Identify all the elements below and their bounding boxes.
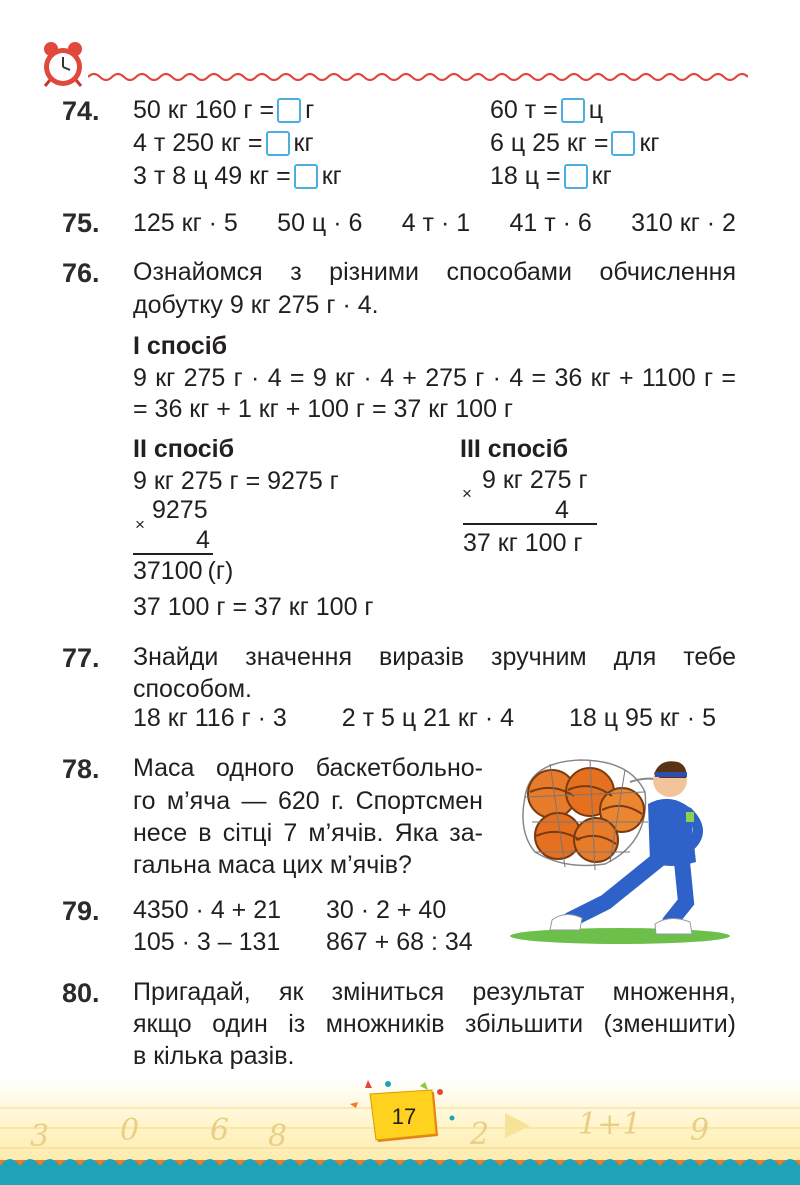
task-78-text-line: гальна маса цих м’ячів? [133,851,412,879]
answer-box[interactable] [611,131,635,156]
expression: 30 · 2 + 40 [326,896,447,924]
task-74-row: 6 ц 25 кг = кг [490,129,660,157]
task-76-number: 76. [62,258,100,288]
task-80-number: 80. [62,978,100,1008]
way-3-multiplicand: 9 кг 275 г [482,466,588,494]
expression: 125 кг · 5 [133,209,238,237]
expression: 4 т · 1 [401,209,471,237]
multiply-sign: × [462,484,472,503]
task-80-text-line: якщо один із множників збільшити (зменшити) [133,1010,736,1038]
task-78-text-line: несе в сітці 7 м’ячів. Яка за- [133,819,483,847]
task-76-text-line: Ознайомся з різними способами обчислення [133,258,736,286]
deco-digit: 0 [120,1113,140,1148]
footer-decoration [0,1078,800,1185]
way-2-title: ІІ спосіб [133,435,235,463]
task-74-number: 74. [62,96,100,126]
expression: 18 ц 95 кг · 5 [569,704,716,732]
task-80-text-line: в кілька разів. [133,1042,295,1070]
answer-box[interactable] [564,164,588,189]
way-1-line: = 36 кг + 1 кг + 100 г = 37 кг 100 г [133,395,514,423]
deco-digit: 3 [30,1119,50,1154]
task-79-number: 79. [62,896,100,926]
expression: 18 кг 116 г · 3 [133,704,287,732]
task-77-text-line: способом. [133,675,252,703]
multiply-sign: × [135,515,145,534]
way-3-title: ІІІ спосіб [460,435,569,463]
way-2-result: 37100 (г) [133,557,234,585]
way-1-line: 9 кг 275 г · 4 = 9 кг · 4 + 275 г · 4 = 36 кг + 1100 г = [133,364,736,392]
task-74-row: 50 кг 160 г = г [133,96,315,124]
header-wave [88,70,748,84]
way-3-result: 37 кг 100 г [463,529,583,557]
way-2-multiplier: 4 [196,526,210,554]
task-74-row: 3 т 8 ц 49 кг = кг [133,162,342,190]
way-2-line: 9 кг 275 г = 9275 г [133,467,339,495]
task-78-text-line: Маса одного баскетбольно- [133,754,483,782]
expression: 50 ц · 6 [277,209,363,237]
way-1-title: І спосіб [133,332,228,360]
way-2-multiplicand: 9275 [152,496,208,524]
way-2-final: 37 100 г = 37 кг 100 г [133,593,374,621]
way-3-multiplier: 4 [555,496,569,524]
expression: 41 т · 6 [509,209,592,237]
task-77-text-line: Знайди значення виразів зручним для тебе [133,643,736,671]
task-74-row: 4 т 250 кг = кг [133,129,314,157]
expression: 4350 · 4 + 21 [133,896,282,924]
task-74-row: 60 т = ц [490,96,604,124]
deco-digit: 2 [470,1117,490,1152]
page-number: 17 [391,1104,417,1129]
expression: 2 т 5 ц 21 кг · 4 [341,704,515,732]
answer-box[interactable] [277,98,301,123]
page-footer [0,1078,800,1185]
answer-box[interactable] [561,98,585,123]
task-75-expressions [133,209,736,238]
deco-digit: 1+1 [578,1107,642,1142]
task-78-text-line: го м’яча — 620 г. Спортсмен [133,787,483,815]
answer-box[interactable] [266,131,290,156]
deco-digit: 8 [268,1119,288,1154]
task-77-number: 77. [62,643,100,673]
task-75-number: 75. [62,208,100,238]
task-74-row: 18 ц = кг [490,162,612,190]
task-80-text-line: Пригадай, як зміниться результат множення, [133,978,736,1006]
deco-digit: 9 [690,1113,710,1148]
task-77-expressions [133,704,716,733]
expression: 105 · 3 – 131 [133,928,281,956]
way-3-rule [463,523,597,525]
alarm-clock-icon [38,40,88,88]
expression: 310 кг · 2 [631,209,736,237]
expression: 867 + 68 : 34 [326,928,473,956]
way-2-rule [133,553,213,555]
answer-box[interactable] [294,164,318,189]
boy-with-basketballs-illustration [510,752,750,946]
task-78-number: 78. [62,754,100,784]
deco-digit: 6 [210,1113,230,1148]
task-76-text-line: добутку 9 кг 275 г · 4. [133,291,379,319]
